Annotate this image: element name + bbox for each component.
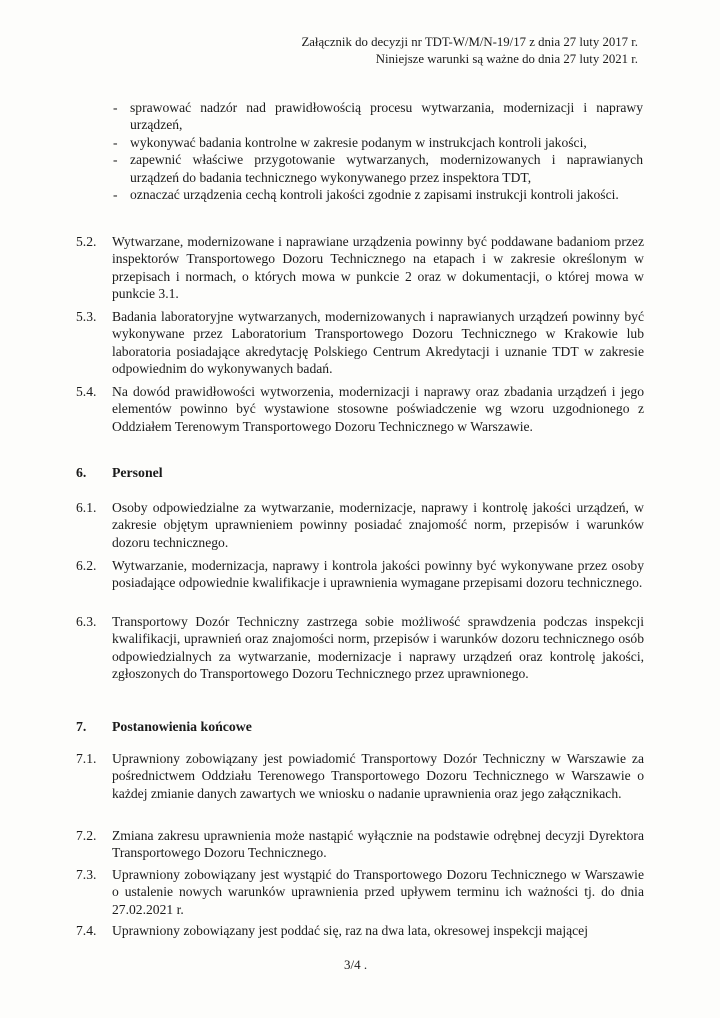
header-line-decision: Załącznik do decyzji nr TDT-W/M/N-19/17 z dnia 27 luty 2017 r. bbox=[301, 35, 638, 49]
clause-7-1 bbox=[76, 750, 644, 802]
clause-6-3 bbox=[76, 613, 644, 683]
clause-number: 7.1. bbox=[76, 751, 97, 766]
clause-text: Uprawniony zobowiązany jest poddać się, raz na dwa lata, okresowej inspekcji mającej bbox=[112, 923, 588, 938]
list-item-text: sprawować nadzór nad prawidłowością procesu wytwarzania, modernizacji i naprawy urządzeń, bbox=[130, 100, 643, 133]
attachment-header bbox=[301, 34, 638, 68]
list-item bbox=[113, 151, 643, 186]
header-line-validity: Niniejsze warunki są ważne do dnia 27 luty 2021 r. bbox=[375, 52, 638, 66]
clause-number: 6.3. bbox=[76, 614, 97, 629]
clause-number: 6.1. bbox=[76, 500, 97, 515]
clause-text: Osoby odpowiedzialne za wytwarzanie, modernizacje, naprawy i kontrolę jakości urządzeń, w zakresie objętym uprawnieniem powinny posiadać znajomość norm, przepisów i warunków dozoru technicznego. bbox=[112, 500, 644, 550]
clause-number: 7.3. bbox=[76, 867, 97, 882]
clause-7-2 bbox=[76, 827, 644, 862]
clause-text: Na dowód prawidłowości wytworzenia, modernizacji i naprawy oraz zbadania urządzeń i jego elementów powinno być wystawione stosowne poświadczenie wg wzoru uzgodnionego z Oddziałem Terenowym Transportowego Dozoru Technicznego w Warszawie. bbox=[112, 384, 644, 434]
clause-number: 7.2. bbox=[76, 828, 97, 843]
clause-number: 6.2. bbox=[76, 558, 97, 573]
clause-number: 5.4. bbox=[76, 384, 97, 399]
section-number: 6. bbox=[76, 465, 87, 480]
clause-5-2 bbox=[76, 233, 644, 303]
bullet-dash: - bbox=[113, 100, 118, 115]
clause-6-2 bbox=[76, 557, 644, 592]
section-heading-personel bbox=[76, 465, 163, 481]
list-item-text: zapewnić właściwe przygotowanie wytwarzanych, modernizowanych i naprawianych urządzeń do badania technicznego wykonywanego przez inspektora TDT, bbox=[130, 152, 643, 185]
section-title: Postanowienia końcowe bbox=[112, 719, 252, 734]
list-item bbox=[113, 134, 643, 151]
page-number: 3/4 . bbox=[344, 957, 368, 972]
bullet-dash: - bbox=[113, 187, 118, 203]
section-title: Personel bbox=[112, 465, 163, 480]
clause-number: 5.2. bbox=[76, 234, 97, 249]
clause-6-1 bbox=[76, 499, 644, 551]
section-number: 7. bbox=[76, 719, 87, 734]
clause-text: Uprawniony zobowiązany jest wystąpić do Transportowego Dozoru Technicznego w Warszawie o ustalenie nowych warunków uprawnienia przed upływem terminu ich ważności tj. do dnia 27.02.2021 r. bbox=[112, 867, 644, 917]
clause-text: Uprawniony zobowiązany jest powiadomić Transportowy Dozór Techniczny w Warszawie za pośrednictwem Oddziału Terenowego Transportowego Dozoru Technicznego w Warszawie o każdej zmianie danych zawartych we wniosku o nadanie uprawnienia oraz jego załącznikach. bbox=[112, 751, 644, 801]
clause-7-4 bbox=[76, 922, 644, 939]
bullet-dash: - bbox=[113, 152, 118, 168]
list-item bbox=[113, 99, 643, 134]
section-heading-final-provisions bbox=[76, 719, 252, 735]
obligations-list bbox=[113, 99, 643, 203]
clause-text: Wytwarzanie, modernizacja, naprawy i kontrola jakości powinny być wykonywane przez osoby posiadające odpowiednie kwalifikacje i uprawnienia wymagane przepisami dozoru technicznego. bbox=[112, 558, 644, 591]
clause-number: 5.3. bbox=[76, 309, 97, 324]
clause-5-3 bbox=[76, 308, 644, 378]
clause-number: 7.4. bbox=[76, 923, 97, 938]
list-item-text: oznaczać urządzenia cechą kontroli jakości zgodnie z zapisami instrukcji kontroli jakości. bbox=[130, 187, 619, 203]
clause-text: Zmiana zakresu uprawnienia może nastąpić wyłącznie na podstawie odrębnej decyzji Dyrektora Transportowego Dozoru Technicznego. bbox=[112, 828, 644, 861]
clause-7-3 bbox=[76, 866, 644, 918]
list-item bbox=[113, 186, 643, 203]
clause-5-4 bbox=[76, 383, 644, 435]
bullet-dash: - bbox=[113, 134, 118, 150]
clause-text: Badania laboratoryjne wytwarzanych, modernizowanych i naprawianych urządzeń powinny być wykonywane przez Laboratorium Transportowego Dozoru Technicznego w Krakowie lub laboratoria posiadające akredytację Polskiego Centrum Akredytacji i uznanie TDT w zakresie odpowiednim do wykonywanych badań. bbox=[112, 309, 644, 377]
clause-text: Transportowy Dozór Techniczny zastrzega sobie możliwość sprawdzenia podczas inspekcji kwalifikacji, uprawnień oraz znajomości norm, przepisów i warunków dozoru technicznego osób odpowiedzialnych za wytwarzanie, modernizacje i naprawy urządzeń oraz kontrolę jakości, zgłoszonych do Transportowego Dozoru Technicznego przez uprawnionego. bbox=[112, 614, 644, 682]
clause-text: Wytwarzane, modernizowane i naprawiane urządzenia powinny być poddawane badaniom przez inspektorów Transportowego Dozoru Technicznego na etapach i w zakresie określonym w przepisach i normach, o których mowa w punkcie 2 oraz w dokumentacji, o której mowa w punkcie 3.1. bbox=[112, 234, 644, 302]
list-item-text: wykonywać badania kontrolne w zakresie podanym w instrukcjach kontroli jakości, bbox=[130, 134, 587, 150]
